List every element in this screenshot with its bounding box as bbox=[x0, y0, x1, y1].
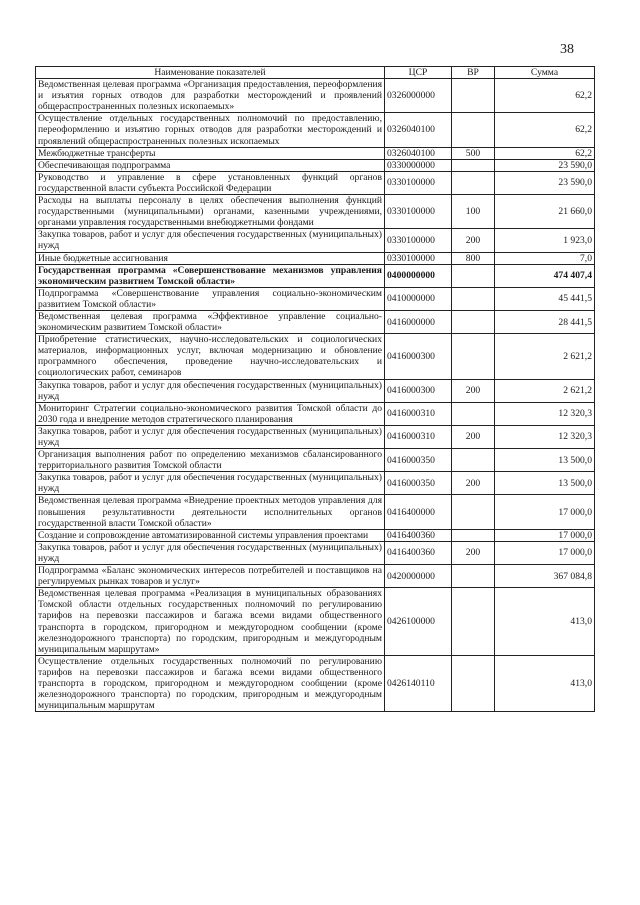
row-name: Осуществление отдельных государственных полномочий по регулированию тарифов на перевозки пассажиров и багажа всеми видами общественного транспорта в городском, пригородном и междугородном сообщении (кроме железнодорожного транспорта) по городским, пригородным и междугородным муниципальным маршрутам bbox=[36, 655, 385, 711]
table-row bbox=[36, 541, 595, 564]
row-name: Ведомственная целевая программа «Эффективное управление социально-экономическим развитием Томской области» bbox=[36, 310, 385, 333]
row-vr: 500 bbox=[452, 147, 495, 159]
row-csr: 0416400360 bbox=[385, 529, 452, 541]
table-row bbox=[36, 529, 595, 541]
row-csr: 0400000000 bbox=[385, 264, 452, 287]
row-vr: 100 bbox=[452, 195, 495, 229]
row-name: Подпрограмма «Совершенствование управления социально-экономическим развитием Томской области» bbox=[36, 287, 385, 310]
row-csr: 0416000300 bbox=[385, 334, 452, 379]
row-sum: 474 407,4 bbox=[495, 264, 595, 287]
row-vr bbox=[452, 565, 495, 588]
row-csr: 0326000000 bbox=[385, 79, 452, 113]
row-name: Государственная программа «Совершенствование механизмов управления экономическим развитием Томской области» bbox=[36, 264, 385, 287]
row-csr: 0410000000 bbox=[385, 287, 452, 310]
row-name: Ведомственная целевая программа «Внедрение проектных методов управления для повышения результативности деятельности исполнительных органов государственной власти Томской области» bbox=[36, 495, 385, 529]
row-name: Ведомственная целевая программа «Организация предоставления, переоформления и изъятия горных отводов для разработки месторождений и проявлений общераспространенных полезных ископаемых» bbox=[36, 79, 385, 113]
row-name: Закупка товаров, работ и услуг для обеспечения государственных (муниципальных) нужд bbox=[36, 541, 385, 564]
row-name: Ведомственная целевая программа «Реализация в муниципальных образованиях Томской области отдельных государственных полномочий по регулированию тарифов на перевозки пассажиров и багажа всеми видами общественного транспорта в городском, пригородном и междугородном сообщении (кроме железнодорожного транспорта) по городским, пригородным и междугородным муниципальным маршрутам» bbox=[36, 588, 385, 656]
row-vr bbox=[452, 655, 495, 711]
table-row bbox=[36, 229, 595, 252]
row-vr bbox=[452, 310, 495, 333]
row-vr bbox=[452, 287, 495, 310]
row-vr bbox=[452, 334, 495, 379]
row-csr: 0416000310 bbox=[385, 402, 452, 425]
row-csr: 0416000350 bbox=[385, 449, 452, 472]
table-row bbox=[36, 287, 595, 310]
row-name: Приобретение статистических, научно-исследовательских и социологических материалов, информационных услуг, включая модернизацию и обновление программного обеспечения, проведение научно-исследовательских и социологических работ, семинаров bbox=[36, 334, 385, 379]
row-csr: 0426100000 bbox=[385, 588, 452, 656]
row-sum: 21 660,0 bbox=[495, 195, 595, 229]
row-vr: 200 bbox=[452, 229, 495, 252]
table-row bbox=[36, 264, 595, 287]
row-name: Закупка товаров, работ и услуг для обеспечения государственных (муниципальных) нужд bbox=[36, 229, 385, 252]
row-csr: 0416400000 bbox=[385, 495, 452, 529]
table-row bbox=[36, 495, 595, 529]
row-name: Организация выполнения работ по определению механизмов сбалансированного территориального развития Томской области bbox=[36, 449, 385, 472]
table-row bbox=[36, 310, 595, 333]
row-vr bbox=[452, 449, 495, 472]
table-row bbox=[36, 159, 595, 171]
table-header-row bbox=[36, 67, 595, 79]
row-vr: 200 bbox=[452, 425, 495, 448]
row-sum: 13 500,0 bbox=[495, 449, 595, 472]
row-sum: 2 621,2 bbox=[495, 334, 595, 379]
row-sum: 23 590,0 bbox=[495, 171, 595, 194]
header-csr: ЦСР bbox=[385, 67, 452, 79]
table-row bbox=[36, 588, 595, 656]
table-row bbox=[36, 655, 595, 711]
row-csr: 0416000310 bbox=[385, 425, 452, 448]
row-sum: 367 084,8 bbox=[495, 565, 595, 588]
row-vr bbox=[452, 495, 495, 529]
row-csr: 0416000350 bbox=[385, 472, 452, 495]
row-name: Закупка товаров, работ и услуг для обеспечения государственных (муниципальных) нужд bbox=[36, 379, 385, 402]
row-vr bbox=[452, 113, 495, 147]
row-sum: 413,0 bbox=[495, 655, 595, 711]
table-row bbox=[36, 147, 595, 159]
table-row bbox=[36, 171, 595, 194]
row-csr: 0326040100 bbox=[385, 147, 452, 159]
row-sum: 62,2 bbox=[495, 79, 595, 113]
budget-table bbox=[35, 66, 595, 712]
header-vr: ВР bbox=[452, 67, 495, 79]
table-row bbox=[36, 195, 595, 229]
row-csr: 0330100000 bbox=[385, 195, 452, 229]
row-name: Закупка товаров, работ и услуг для обеспечения государственных (муниципальных) нужд bbox=[36, 472, 385, 495]
row-sum: 17 000,0 bbox=[495, 495, 595, 529]
row-csr: 0416000300 bbox=[385, 379, 452, 402]
row-sum: 2 621,2 bbox=[495, 379, 595, 402]
row-csr: 0416400360 bbox=[385, 541, 452, 564]
row-vr bbox=[452, 79, 495, 113]
table-row bbox=[36, 449, 595, 472]
row-name: Иные бюджетные ассигнования bbox=[36, 252, 385, 264]
row-sum: 28 441,5 bbox=[495, 310, 595, 333]
row-sum: 62,2 bbox=[495, 147, 595, 159]
page-number: 38 bbox=[560, 42, 574, 57]
row-sum: 17 000,0 bbox=[495, 541, 595, 564]
row-vr bbox=[452, 264, 495, 287]
row-name: Расходы на выплаты персоналу в целях обеспечения выполнения функций государственными (муниципальными) органами, казенными учреждениями, органами управления государственными внебюджетными фондами bbox=[36, 195, 385, 229]
row-name: Осуществление отдельных государственных полномочий по предоставлению, переоформлению и изъятию горных отводов для разработки месторождений и проявлений общераспространенных полезных ископаемых bbox=[36, 113, 385, 147]
row-csr: 0426140110 bbox=[385, 655, 452, 711]
table-row bbox=[36, 252, 595, 264]
table-row bbox=[36, 113, 595, 147]
row-sum: 23 590,0 bbox=[495, 159, 595, 171]
row-sum: 7,0 bbox=[495, 252, 595, 264]
row-vr: 800 bbox=[452, 252, 495, 264]
row-sum: 12 320,3 bbox=[495, 402, 595, 425]
header-name: Наименование показателей bbox=[36, 67, 385, 79]
row-sum: 1 923,0 bbox=[495, 229, 595, 252]
row-vr: 200 bbox=[452, 379, 495, 402]
row-sum: 13 500,0 bbox=[495, 472, 595, 495]
row-sum: 45 441,5 bbox=[495, 287, 595, 310]
row-name: Межбюджетные трансферты bbox=[36, 147, 385, 159]
table-row bbox=[36, 425, 595, 448]
row-csr: 0416000000 bbox=[385, 310, 452, 333]
row-vr bbox=[452, 159, 495, 171]
table-row bbox=[36, 472, 595, 495]
row-name: Мониторинг Стратегии социально-экономического развития Томской области до 2030 года и внедрение методов стратегического планирования bbox=[36, 402, 385, 425]
row-sum: 62,2 bbox=[495, 113, 595, 147]
row-vr bbox=[452, 588, 495, 656]
row-csr: 0420000000 bbox=[385, 565, 452, 588]
row-csr: 0326040100 bbox=[385, 113, 452, 147]
table-row bbox=[36, 402, 595, 425]
row-name: Подпрограмма «Баланс экономических интересов потребителей и поставщиков на регулируемых рынках товаров и услуг» bbox=[36, 565, 385, 588]
row-csr: 0330100000 bbox=[385, 252, 452, 264]
row-sum: 17 000,0 bbox=[495, 529, 595, 541]
table-row bbox=[36, 79, 595, 113]
row-name: Создание и сопровождение автоматизированной системы управления проектами bbox=[36, 529, 385, 541]
row-csr: 0330100000 bbox=[385, 171, 452, 194]
row-csr: 0330100000 bbox=[385, 229, 452, 252]
row-name: Закупка товаров, работ и услуг для обеспечения государственных (муниципальных) нужд bbox=[36, 425, 385, 448]
row-csr: 0330000000 bbox=[385, 159, 452, 171]
table-row bbox=[36, 565, 595, 588]
row-sum: 12 320,3 bbox=[495, 425, 595, 448]
row-vr: 200 bbox=[452, 472, 495, 495]
row-vr bbox=[452, 529, 495, 541]
row-name: Руководство и управление в сфере установленных функций органов государственной власти субъекта Российской Федерации bbox=[36, 171, 385, 194]
row-vr bbox=[452, 171, 495, 194]
row-name: Обеспечивающая подпрограмма bbox=[36, 159, 385, 171]
row-sum: 413,0 bbox=[495, 588, 595, 656]
header-sum: Сумма bbox=[495, 67, 595, 79]
table-row bbox=[36, 379, 595, 402]
row-vr: 200 bbox=[452, 541, 495, 564]
row-vr bbox=[452, 402, 495, 425]
table-row bbox=[36, 334, 595, 379]
